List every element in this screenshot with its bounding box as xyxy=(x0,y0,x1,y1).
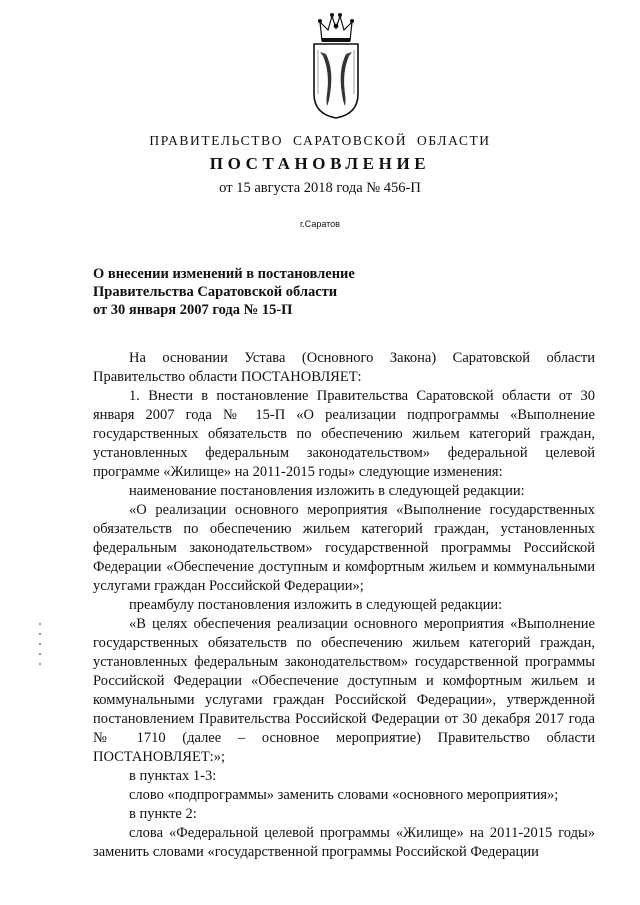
body-paragraph: наименование постановления изложить в следующей редакции: xyxy=(129,483,525,499)
document-subject xyxy=(93,265,413,319)
body-paragraph: слово «подпрограммы» заменить словами «основного мероприятия»; xyxy=(129,787,559,803)
body-paragraph: в пунктах 1-3: xyxy=(129,768,217,784)
document-type-title: ПОСТАНОВЛЕНИЕ xyxy=(209,154,431,173)
subject-line: О внесении изменений в постановление xyxy=(93,266,355,282)
document-date-number: от 15 августа 2018 года № 456-П xyxy=(219,180,421,196)
body-paragraph: На основании Устава (Основного Закона) Саратовской области Правительство области ПОСТАНОВЛЯЕТ: xyxy=(93,350,595,385)
body-paragraph: слова «Федеральной целевой программы «Жилище» на 2011-2015 годы» заменить словами «государственной программы Российской Федерации xyxy=(93,825,595,860)
body-paragraph: преамбулу постановления изложить в следующей редакции: xyxy=(129,597,503,613)
document-body xyxy=(93,349,595,862)
subject-line: Правительства Саратовской области xyxy=(93,284,338,300)
body-paragraph: «О реализации основного мероприятия «Выполнение государственных обязательств по обеспечению жильем категорий граждан, установленных федеральным законодательством» государственной программы Российской Федерации «Обеспечение доступным и комфортным жильем и коммунальными услугами граждан Российской Федерации»; xyxy=(93,502,595,594)
document-city: г.Саратов xyxy=(300,219,340,229)
subject-line: от 30 января 2007 года № 15-П xyxy=(93,302,293,318)
saratov-coat-of-arms-icon xyxy=(306,10,366,122)
body-paragraph: 1. Внести в постановление Правительства Саратовской области от 30 января 2007 года № 15-П «О реализации подпрограммы «Выполнение государственных обязательств по обеспечению жильем категорий граждан, установленных федеральным законодательством» федеральной целевой программе «Жилище» на 2011-2015 годы» следующие изменения: xyxy=(93,388,595,480)
government-name: ПРАВИТЕЛЬСТВО САРАТОВСКОЙ ОБЛАСТИ xyxy=(149,133,491,148)
body-paragraph: «В целях обеспечения реализации основного мероприятия «Выполнение государственных обязательств по обеспечению жильем категорий граждан, установленных федеральным законодательством» государственной программы Российской Федерации «Обеспечение доступным и комфортным жильем и коммунальными услугами граждан Российской Федерации», утвержденной постановлением Правительства Российской Федерации от 30 декабря 2017 года № 1710 (далее – основное мероприятие) Правительство области ПОСТАНОВЛЯЕТ:»; xyxy=(93,616,595,765)
scan-dots-mark xyxy=(37,620,43,680)
body-paragraph: в пункте 2: xyxy=(129,806,197,822)
